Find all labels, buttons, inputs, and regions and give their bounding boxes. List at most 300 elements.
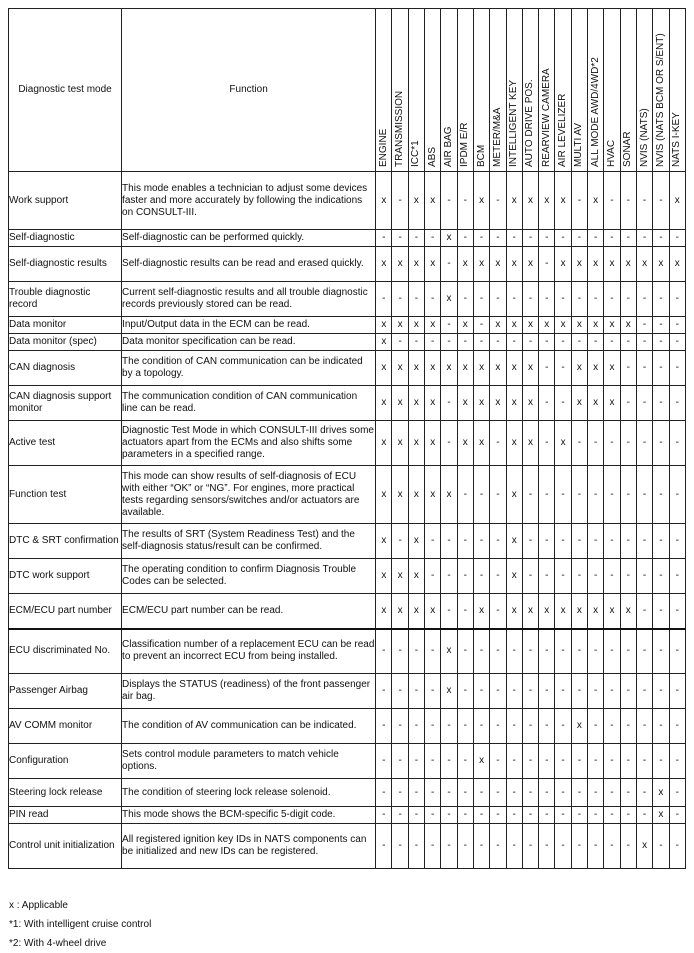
applicability-cell: - bbox=[669, 351, 685, 386]
applicability-cell: x bbox=[506, 386, 522, 421]
applicability-cell: - bbox=[539, 559, 555, 594]
applicability-cell: - bbox=[490, 709, 506, 744]
applicability-cell: - bbox=[653, 351, 669, 386]
applicability-cell: - bbox=[588, 230, 604, 247]
table-row bbox=[9, 524, 686, 559]
applicability-cell: x bbox=[441, 351, 457, 386]
applicability-cell: x bbox=[457, 421, 473, 466]
applicability-cell: - bbox=[571, 230, 587, 247]
applicability-cell: x bbox=[506, 317, 522, 334]
applicability-cell: x bbox=[376, 466, 392, 524]
function-cell: All registered ignition key IDs in NATS components can be initialized and new IDs can be registered. bbox=[122, 824, 376, 869]
applicability-cell: - bbox=[669, 466, 685, 524]
applicability-cell: - bbox=[636, 709, 652, 744]
applicability-cell: - bbox=[669, 674, 685, 709]
applicability-cell: x bbox=[408, 317, 424, 334]
applicability-cell: - bbox=[522, 230, 538, 247]
applicability-cell: x bbox=[588, 594, 604, 629]
applicability-cell: - bbox=[457, 334, 473, 351]
applicability-cell: x bbox=[588, 172, 604, 230]
system-column-label: TRANSMISSION bbox=[394, 90, 406, 167]
applicability-cell: - bbox=[473, 466, 489, 524]
table-row bbox=[9, 386, 686, 421]
applicability-cell: - bbox=[506, 674, 522, 709]
applicability-cell: - bbox=[653, 744, 669, 779]
applicability-cell: - bbox=[539, 247, 555, 282]
system-column-header bbox=[376, 9, 392, 172]
system-column-label: NVIS (NATS) bbox=[638, 108, 650, 167]
applicability-cell: - bbox=[522, 807, 538, 824]
applicability-cell: x bbox=[473, 421, 489, 466]
footnote-icc: *1: With intelligent cruise control bbox=[9, 919, 152, 930]
applicability-cell: x bbox=[522, 594, 538, 629]
applicability-cell: x bbox=[392, 351, 408, 386]
applicability-cell: - bbox=[571, 172, 587, 230]
applicability-cell: - bbox=[588, 674, 604, 709]
system-column-header bbox=[588, 9, 604, 172]
applicability-cell: - bbox=[620, 421, 636, 466]
applicability-cell: - bbox=[620, 824, 636, 869]
applicability-cell: - bbox=[636, 674, 652, 709]
applicability-cell: - bbox=[571, 744, 587, 779]
system-column-header bbox=[473, 9, 489, 172]
applicability-cell: x bbox=[604, 594, 620, 629]
table-row bbox=[9, 317, 686, 334]
applicability-cell: - bbox=[425, 230, 441, 247]
applicability-cell: x bbox=[588, 317, 604, 334]
applicability-cell: x bbox=[539, 317, 555, 334]
applicability-cell: - bbox=[653, 386, 669, 421]
applicability-cell: x bbox=[571, 594, 587, 629]
system-column-header bbox=[522, 9, 538, 172]
applicability-cell: - bbox=[636, 230, 652, 247]
mode-cell: CAN diagnosis bbox=[9, 351, 122, 386]
applicability-cell: x bbox=[441, 674, 457, 709]
applicability-cell: x bbox=[408, 247, 424, 282]
applicability-cell: - bbox=[653, 709, 669, 744]
applicability-cell: x bbox=[408, 351, 424, 386]
applicability-cell: - bbox=[571, 282, 587, 317]
applicability-cell: - bbox=[604, 524, 620, 559]
applicability-cell: - bbox=[620, 172, 636, 230]
applicability-cell: - bbox=[588, 421, 604, 466]
applicability-cell: x bbox=[392, 386, 408, 421]
applicability-cell: x bbox=[620, 247, 636, 282]
applicability-cell: x bbox=[441, 230, 457, 247]
applicability-cell: - bbox=[473, 559, 489, 594]
applicability-cell: - bbox=[620, 744, 636, 779]
applicability-cell: x bbox=[506, 247, 522, 282]
applicability-cell: - bbox=[457, 744, 473, 779]
applicability-cell: - bbox=[392, 172, 408, 230]
applicability-cell: - bbox=[490, 172, 506, 230]
function-cell: The operating condition to confirm Diagnosis Trouble Codes can be selected. bbox=[122, 559, 376, 594]
applicability-cell: x bbox=[522, 317, 538, 334]
applicability-cell: - bbox=[506, 744, 522, 779]
table-row bbox=[9, 779, 686, 807]
applicability-cell: - bbox=[522, 629, 538, 674]
applicability-cell: x bbox=[490, 247, 506, 282]
applicability-cell: - bbox=[588, 709, 604, 744]
mode-cell: DTC work support bbox=[9, 559, 122, 594]
applicability-cell: - bbox=[457, 466, 473, 524]
applicability-cell: x bbox=[669, 172, 685, 230]
applicability-cell: - bbox=[620, 807, 636, 824]
applicability-cell: x bbox=[555, 247, 571, 282]
applicability-cell: - bbox=[555, 744, 571, 779]
applicability-cell: x bbox=[392, 421, 408, 466]
function-cell: The condition of steering lock release solenoid. bbox=[122, 779, 376, 807]
applicability-cell: - bbox=[490, 524, 506, 559]
applicability-cell: - bbox=[539, 466, 555, 524]
system-column-header bbox=[669, 9, 685, 172]
applicability-cell: - bbox=[636, 421, 652, 466]
applicability-cell: - bbox=[441, 334, 457, 351]
mode-cell: Data monitor bbox=[9, 317, 122, 334]
applicability-cell: - bbox=[653, 824, 669, 869]
applicability-cell: - bbox=[555, 824, 571, 869]
applicability-cell: - bbox=[604, 709, 620, 744]
applicability-cell: - bbox=[522, 334, 538, 351]
applicability-cell: - bbox=[620, 230, 636, 247]
applicability-cell: - bbox=[539, 421, 555, 466]
applicability-cell: - bbox=[457, 230, 473, 247]
applicability-cell: x bbox=[506, 466, 522, 524]
applicability-cell: x bbox=[604, 317, 620, 334]
applicability-cell: - bbox=[376, 674, 392, 709]
applicability-cell: - bbox=[669, 559, 685, 594]
applicability-cell: x bbox=[506, 594, 522, 629]
applicability-cell: - bbox=[376, 807, 392, 824]
mode-cell: ECM/ECU part number bbox=[9, 594, 122, 629]
applicability-cell: x bbox=[425, 386, 441, 421]
table-row bbox=[9, 559, 686, 594]
applicability-cell: - bbox=[669, 629, 685, 674]
applicability-cell: - bbox=[457, 524, 473, 559]
applicability-cell: x bbox=[555, 172, 571, 230]
applicability-cell: - bbox=[425, 629, 441, 674]
applicability-cell: x bbox=[376, 247, 392, 282]
applicability-cell: - bbox=[473, 629, 489, 674]
table-row bbox=[9, 334, 686, 351]
applicability-cell: - bbox=[490, 779, 506, 807]
applicability-cell: x bbox=[636, 824, 652, 869]
applicability-cell: x bbox=[425, 317, 441, 334]
applicability-cell: x bbox=[408, 524, 424, 559]
system-column-label: NATS I-KEY bbox=[671, 112, 683, 167]
footnote-awd: *2: With 4-wheel drive bbox=[9, 938, 107, 949]
applicability-cell: x bbox=[441, 466, 457, 524]
applicability-cell: - bbox=[473, 674, 489, 709]
applicability-cell: - bbox=[441, 317, 457, 334]
applicability-cell: - bbox=[441, 247, 457, 282]
system-column-label: AUTO DRIVE POS. bbox=[524, 79, 536, 167]
applicability-cell: - bbox=[408, 824, 424, 869]
applicability-cell: - bbox=[408, 709, 424, 744]
applicability-cell: - bbox=[588, 559, 604, 594]
table-header-row bbox=[9, 9, 686, 172]
applicability-cell: - bbox=[571, 807, 587, 824]
applicability-cell: x bbox=[425, 594, 441, 629]
table-row bbox=[9, 351, 686, 386]
applicability-cell: x bbox=[588, 386, 604, 421]
footnotes bbox=[9, 896, 151, 953]
applicability-cell: - bbox=[555, 779, 571, 807]
applicability-cell: x bbox=[522, 351, 538, 386]
mode-cell: Active test bbox=[9, 421, 122, 466]
applicability-cell: - bbox=[653, 594, 669, 629]
function-cell: The condition of AV communication can be indicated. bbox=[122, 709, 376, 744]
applicability-cell: - bbox=[539, 282, 555, 317]
applicability-cell: x bbox=[473, 351, 489, 386]
function-cell: Diagnostic Test Mode in which CONSULT-III drives some actuators apart from the ECMs and also shifts some parameters in a specified range. bbox=[122, 421, 376, 466]
applicability-cell: - bbox=[441, 824, 457, 869]
applicability-cell: - bbox=[571, 466, 587, 524]
applicability-cell: - bbox=[441, 807, 457, 824]
applicability-cell: x bbox=[604, 386, 620, 421]
applicability-cell: - bbox=[539, 779, 555, 807]
applicability-cell: - bbox=[653, 421, 669, 466]
applicability-cell: x bbox=[571, 351, 587, 386]
applicability-cell: - bbox=[604, 421, 620, 466]
applicability-cell: - bbox=[490, 629, 506, 674]
applicability-cell: x bbox=[392, 594, 408, 629]
applicability-cell: - bbox=[408, 282, 424, 317]
applicability-cell: - bbox=[604, 282, 620, 317]
applicability-cell: - bbox=[669, 824, 685, 869]
applicability-cell: - bbox=[425, 524, 441, 559]
applicability-cell: - bbox=[539, 386, 555, 421]
applicability-cell: - bbox=[539, 629, 555, 674]
applicability-cell: x bbox=[653, 807, 669, 824]
applicability-cell: - bbox=[539, 230, 555, 247]
applicability-cell: x bbox=[522, 386, 538, 421]
applicability-cell: - bbox=[473, 334, 489, 351]
applicability-cell: - bbox=[473, 709, 489, 744]
applicability-cell: - bbox=[441, 421, 457, 466]
applicability-cell: - bbox=[457, 559, 473, 594]
applicability-cell: x bbox=[425, 466, 441, 524]
applicability-cell: - bbox=[636, 744, 652, 779]
applicability-cell: - bbox=[636, 807, 652, 824]
applicability-cell: x bbox=[620, 317, 636, 334]
function-cell: Data monitor specification can be read. bbox=[122, 334, 376, 351]
applicability-cell: x bbox=[490, 351, 506, 386]
applicability-cell: - bbox=[457, 807, 473, 824]
applicability-cell: x bbox=[408, 172, 424, 230]
mode-cell: Trouble diagnostic record bbox=[9, 282, 122, 317]
applicability-cell: - bbox=[473, 824, 489, 869]
applicability-cell: - bbox=[555, 466, 571, 524]
applicability-cell: - bbox=[408, 230, 424, 247]
applicability-cell: - bbox=[636, 282, 652, 317]
applicability-cell: - bbox=[441, 172, 457, 230]
mode-cell: Configuration bbox=[9, 744, 122, 779]
table-row bbox=[9, 421, 686, 466]
table-row bbox=[9, 172, 686, 230]
applicability-cell: - bbox=[392, 807, 408, 824]
system-column-label: METER/M&A bbox=[491, 107, 503, 167]
applicability-cell: - bbox=[604, 172, 620, 230]
mode-cell: Work support bbox=[9, 172, 122, 230]
applicability-cell: x bbox=[506, 524, 522, 559]
system-column-label: SONAR bbox=[622, 131, 634, 167]
applicability-cell: - bbox=[604, 824, 620, 869]
applicability-cell: - bbox=[506, 230, 522, 247]
applicability-cell: x bbox=[506, 351, 522, 386]
applicability-cell: x bbox=[457, 247, 473, 282]
applicability-cell: - bbox=[669, 744, 685, 779]
applicability-cell: - bbox=[620, 282, 636, 317]
function-cell: This mode shows the BCM-specific 5-digit code. bbox=[122, 807, 376, 824]
applicability-cell: - bbox=[490, 334, 506, 351]
applicability-cell: - bbox=[669, 779, 685, 807]
applicability-cell: - bbox=[653, 674, 669, 709]
applicability-cell: - bbox=[506, 334, 522, 351]
applicability-cell: x bbox=[376, 351, 392, 386]
function-cell: ECM/ECU part number can be read. bbox=[122, 594, 376, 629]
applicability-cell: - bbox=[408, 334, 424, 351]
applicability-cell: - bbox=[588, 807, 604, 824]
applicability-cell: - bbox=[506, 807, 522, 824]
applicability-cell: - bbox=[522, 524, 538, 559]
applicability-cell: - bbox=[588, 282, 604, 317]
applicability-cell: x bbox=[539, 594, 555, 629]
applicability-cell: x bbox=[588, 247, 604, 282]
function-cell: Current self-diagnostic results and all trouble diagnostic records previously stored can be read. bbox=[122, 282, 376, 317]
table-row bbox=[9, 629, 686, 674]
table-row bbox=[9, 674, 686, 709]
applicability-cell: - bbox=[620, 629, 636, 674]
applicability-cell: - bbox=[392, 282, 408, 317]
footnote-applicable: x : Applicable bbox=[9, 900, 68, 911]
applicability-cell: - bbox=[506, 282, 522, 317]
applicability-cell: - bbox=[669, 594, 685, 629]
applicability-cell: - bbox=[620, 524, 636, 559]
applicability-cell: x bbox=[522, 172, 538, 230]
applicability-cell: - bbox=[490, 282, 506, 317]
applicability-cell: x bbox=[588, 351, 604, 386]
applicability-cell: - bbox=[425, 674, 441, 709]
mode-cell: AV COMM monitor bbox=[9, 709, 122, 744]
applicability-cell: - bbox=[669, 282, 685, 317]
applicability-cell: - bbox=[441, 559, 457, 594]
applicability-cell: - bbox=[669, 709, 685, 744]
applicability-cell: x bbox=[522, 247, 538, 282]
applicability-cell: - bbox=[555, 629, 571, 674]
system-column-header bbox=[490, 9, 506, 172]
applicability-cell: - bbox=[425, 779, 441, 807]
applicability-cell: - bbox=[555, 559, 571, 594]
applicability-cell: - bbox=[588, 744, 604, 779]
applicability-cell: - bbox=[376, 629, 392, 674]
applicability-cell: x bbox=[555, 594, 571, 629]
applicability-cell: - bbox=[522, 744, 538, 779]
applicability-cell: - bbox=[441, 524, 457, 559]
applicability-cell: - bbox=[506, 709, 522, 744]
applicability-cell: - bbox=[522, 709, 538, 744]
applicability-cell: - bbox=[636, 524, 652, 559]
applicability-cell: - bbox=[425, 744, 441, 779]
function-column-header: Function bbox=[122, 9, 376, 172]
function-cell: Sets control module parameters to match vehicle options. bbox=[122, 744, 376, 779]
applicability-cell: - bbox=[588, 524, 604, 559]
applicability-cell: - bbox=[653, 629, 669, 674]
function-cell: This mode enables a technician to adjust some devices faster and more accurately by following the indications on CONSULT-III. bbox=[122, 172, 376, 230]
applicability-cell: - bbox=[522, 466, 538, 524]
applicability-cell: - bbox=[376, 824, 392, 869]
applicability-cell: - bbox=[490, 466, 506, 524]
function-cell: The results of SRT (System Readiness Test) and the self-diagnosis status/result can be confirmed. bbox=[122, 524, 376, 559]
applicability-cell: x bbox=[376, 594, 392, 629]
applicability-cell: x bbox=[392, 317, 408, 334]
applicability-cell: - bbox=[620, 386, 636, 421]
applicability-cell: - bbox=[490, 594, 506, 629]
applicability-cell: x bbox=[604, 247, 620, 282]
mode-cell: ECU discriminated No. bbox=[9, 629, 122, 674]
function-cell: This mode can show results of self-diagnosis of ECU with either “OK” or “NG”. For engines, more practical tests regarding sensors/switches and/or actuators are available. bbox=[122, 466, 376, 524]
applicability-cell: - bbox=[376, 282, 392, 317]
table-row bbox=[9, 744, 686, 779]
applicability-cell: x bbox=[522, 421, 538, 466]
applicability-cell: - bbox=[425, 559, 441, 594]
applicability-cell: - bbox=[555, 334, 571, 351]
applicability-cell: - bbox=[604, 807, 620, 824]
applicability-cell: x bbox=[408, 386, 424, 421]
applicability-cell: - bbox=[669, 524, 685, 559]
applicability-cell: - bbox=[555, 674, 571, 709]
applicability-cell: - bbox=[571, 824, 587, 869]
system-column-label: INTELLIGENT KEY bbox=[508, 79, 520, 167]
table-row bbox=[9, 594, 686, 629]
applicability-cell: x bbox=[539, 172, 555, 230]
system-column-label: IPDM E/R bbox=[459, 122, 471, 167]
applicability-cell: - bbox=[408, 779, 424, 807]
applicability-cell: - bbox=[588, 629, 604, 674]
applicability-cell: x bbox=[441, 629, 457, 674]
applicability-cell: x bbox=[441, 282, 457, 317]
applicability-cell: - bbox=[571, 421, 587, 466]
mode-cell: Passenger Airbag bbox=[9, 674, 122, 709]
applicability-cell: - bbox=[604, 744, 620, 779]
system-column-label: REARVIEW CAMERA bbox=[540, 68, 552, 167]
applicability-cell: - bbox=[669, 807, 685, 824]
applicability-cell: x bbox=[506, 421, 522, 466]
applicability-cell: x bbox=[604, 351, 620, 386]
system-column-header bbox=[539, 9, 555, 172]
applicability-cell: x bbox=[376, 421, 392, 466]
applicability-cell: - bbox=[392, 779, 408, 807]
applicability-cell: x bbox=[392, 559, 408, 594]
applicability-cell: - bbox=[522, 674, 538, 709]
table-row bbox=[9, 282, 686, 317]
applicability-cell: - bbox=[555, 807, 571, 824]
mode-cell: Data monitor (spec) bbox=[9, 334, 122, 351]
applicability-cell: - bbox=[636, 779, 652, 807]
mode-cell: PIN read bbox=[9, 807, 122, 824]
applicability-cell: x bbox=[425, 421, 441, 466]
applicability-cell: - bbox=[588, 779, 604, 807]
applicability-cell: - bbox=[636, 466, 652, 524]
applicability-cell: - bbox=[522, 559, 538, 594]
applicability-cell: - bbox=[604, 559, 620, 594]
applicability-cell: - bbox=[653, 334, 669, 351]
applicability-cell: - bbox=[555, 709, 571, 744]
applicability-cell: - bbox=[490, 421, 506, 466]
table-row bbox=[9, 824, 686, 869]
applicability-cell: - bbox=[441, 779, 457, 807]
applicability-cell: - bbox=[490, 824, 506, 869]
